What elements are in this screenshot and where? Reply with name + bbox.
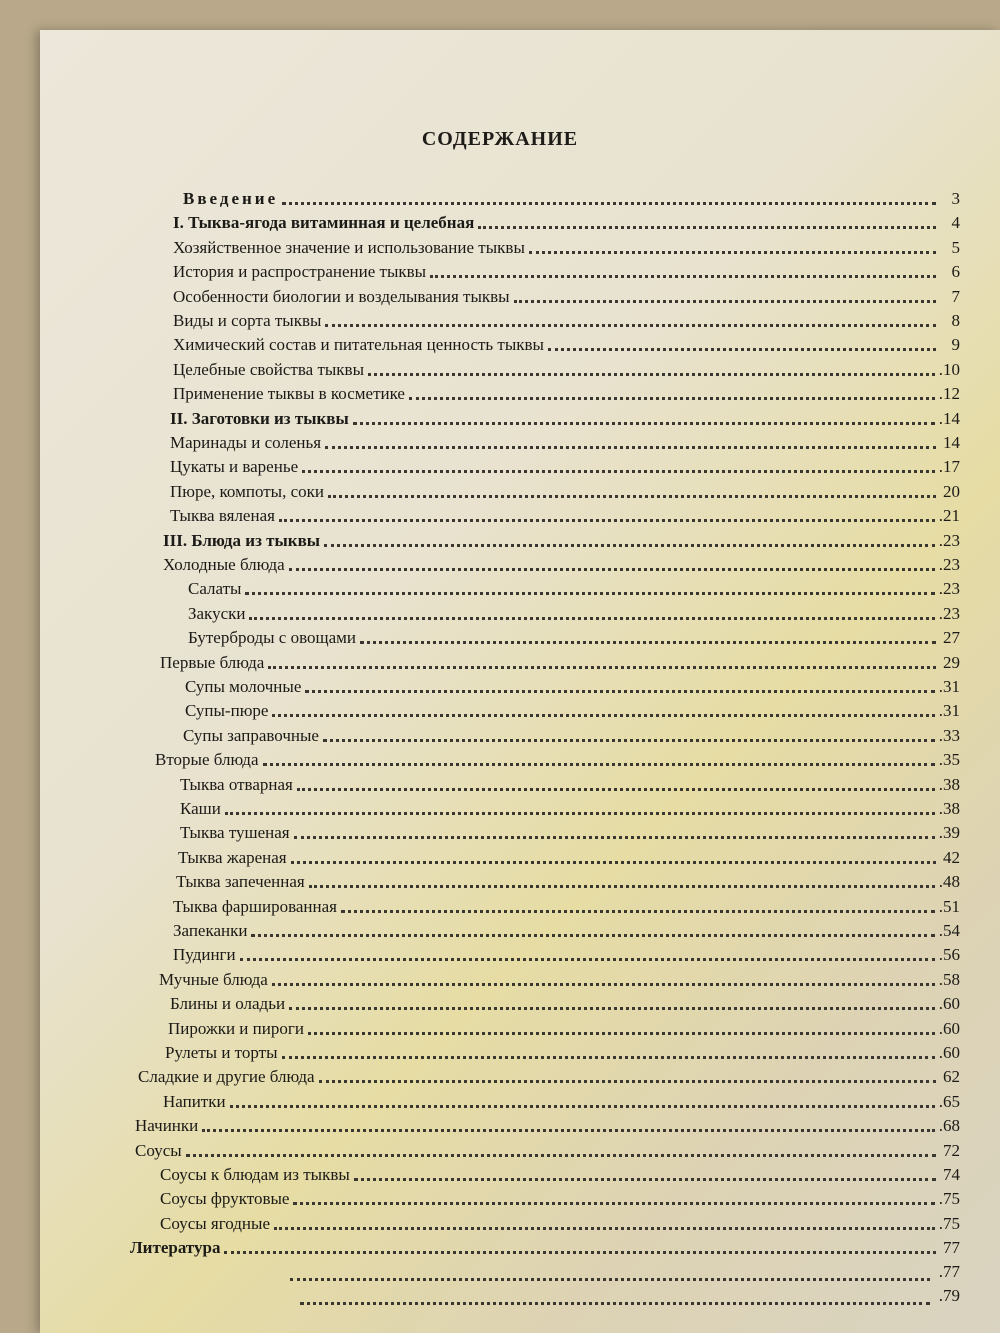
dot-leader [279, 519, 935, 522]
toc-entry [173, 944, 960, 966]
toc-entry [188, 603, 960, 625]
toc-entry [185, 700, 960, 722]
dot-leader [325, 446, 936, 449]
dot-leader [240, 958, 935, 961]
toc-entry [173, 334, 960, 356]
toc-entry-label: Целебные свойства тыквы [173, 359, 365, 379]
dot-leader [478, 226, 936, 229]
toc-entry [173, 359, 960, 381]
dot-leader [230, 1105, 935, 1108]
toc-entry-page: 4 [951, 213, 960, 233]
toc-entry-page: .60 [938, 1018, 960, 1038]
toc-entry-page: .68 [938, 1116, 960, 1136]
toc-trailing-page: .79 [938, 1286, 960, 1305]
dot-leader [353, 422, 935, 425]
toc-entry-page: .17 [938, 457, 960, 477]
toc-entry [163, 530, 960, 552]
dot-leader [289, 568, 935, 571]
dot-leader [225, 812, 935, 815]
toc-entry [135, 1115, 960, 1137]
toc-entry-label: Маринады и соленья [170, 433, 322, 452]
toc-entry [185, 676, 960, 698]
toc-entry-label: Химический состав и питательная ценность тыквы [173, 335, 544, 355]
page-title: СОДЕРЖАНИЕ [421, 128, 579, 150]
toc-entry [168, 1018, 960, 1040]
dot-leader [263, 763, 935, 766]
toc-entry-page: 3 [951, 189, 960, 208]
toc-entry [160, 652, 960, 674]
toc-entry-page: .75 [938, 1189, 960, 1209]
toc-entry [173, 261, 960, 283]
toc-entry-label: Рулеты и торты [165, 1043, 278, 1062]
toc-entry [138, 1066, 960, 1088]
dot-leader [323, 739, 935, 742]
dot-leader [282, 1056, 935, 1059]
toc-entry-page: 7 [951, 286, 960, 306]
toc-entry-page: .75 [938, 1213, 960, 1233]
toc-entry-label: Тыква тушеная [180, 823, 290, 843]
toc-entry-page: .12 [938, 384, 960, 404]
toc-entry-page: .65 [938, 1091, 960, 1111]
toc-entry-label: Пудинги [173, 945, 236, 965]
toc-entry-page: 6 [951, 262, 960, 282]
toc-entry-label: II. Заготовки из тыквы [170, 408, 349, 428]
toc-entry-label: Соусы [135, 1140, 182, 1160]
toc-entry-page: 62 [943, 1067, 960, 1087]
toc-entry [135, 1140, 960, 1162]
toc-entry [155, 749, 960, 771]
dot-leader [529, 251, 936, 254]
dot-leader [291, 861, 936, 864]
dot-leader [308, 1032, 935, 1035]
toc-entry [160, 1188, 960, 1210]
toc-entry [163, 554, 960, 576]
toc-entry-label: Каши [180, 799, 221, 818]
dot-leader [268, 666, 936, 669]
toc-entry-label: Супы молочные [185, 677, 302, 696]
toc-entry-page: 5 [951, 237, 960, 257]
toc-entry [180, 798, 960, 820]
toc-entry-label: Хозяйственное значение и использование тыквы [173, 237, 525, 257]
toc-entry-label: Соусы фруктовые [160, 1189, 290, 1209]
toc-entry [160, 1213, 960, 1235]
toc-entry-page: 74 [943, 1165, 960, 1184]
toc-entry [159, 969, 960, 991]
toc-entry-label: Первые блюда [160, 652, 265, 672]
toc-entry [170, 456, 960, 478]
dot-leader [202, 1129, 935, 1132]
dot-leader [272, 714, 934, 717]
toc-entry-page: 29 [943, 652, 960, 672]
toc-entry [173, 286, 960, 308]
toc-entry [188, 627, 960, 649]
dot-leader [328, 495, 936, 498]
toc-entry [180, 822, 960, 844]
dot-leader [324, 544, 935, 547]
toc-trailing-page: .77 [938, 1261, 960, 1281]
dot-leader [282, 202, 936, 205]
toc-entry-page: .33 [938, 725, 960, 745]
toc-entry [173, 212, 960, 234]
toc-entry [170, 481, 960, 503]
toc-entry-label: Бутерброды с овощами [188, 628, 356, 648]
toc-entry [183, 725, 960, 747]
toc-entry-label: Особенности биологии и возделывания тыквы [173, 286, 510, 306]
toc-entry-label: Салаты [188, 579, 242, 599]
toc-entry-label: Тыква вяленая [170, 506, 275, 526]
toc-entry-label: Блины и оладьи [170, 994, 286, 1014]
toc-entry-page: .23 [938, 530, 960, 550]
toc-entry [170, 993, 960, 1015]
dot-leader [294, 836, 935, 839]
toc-entry-label: Пирожки и пироги [168, 1018, 304, 1038]
toc-entry-page: .54 [938, 921, 960, 940]
toc-entry-page: .60 [938, 994, 960, 1014]
toc-entry-label: Применение тыквы в косметике [173, 384, 405, 404]
dot-leader [297, 788, 935, 791]
dot-leader [289, 1007, 935, 1010]
dot-leader [293, 1202, 934, 1205]
dot-leader [251, 934, 934, 937]
toc-entry-page: .23 [938, 579, 960, 599]
toc-entry-page: .31 [938, 677, 960, 696]
toc-entry-page: 14 [943, 433, 960, 452]
toc-entry-page: 27 [943, 628, 960, 648]
dot-leader [302, 470, 935, 473]
toc-entry [180, 774, 960, 796]
toc-entry-label: Супы заправочные [183, 725, 319, 745]
toc-entry-label: Тыква отварная [180, 774, 293, 794]
dot-leader [409, 397, 935, 400]
toc-entry-label: Запеканки [173, 921, 248, 940]
toc-entry [176, 871, 960, 893]
toc-entry [163, 1091, 960, 1113]
toc-entry-label: Начинки [135, 1116, 199, 1136]
dot-leader [309, 885, 935, 888]
toc-entry-page: .58 [938, 969, 960, 989]
toc-entry [188, 578, 960, 600]
toc-entry-label: Тыква жареная [178, 847, 287, 867]
toc-entry-label: Мучные блюда [159, 969, 268, 989]
toc-entry-page: .60 [938, 1043, 960, 1062]
toc-entry-label: Вторые блюда [155, 750, 259, 770]
toc-entry [160, 1164, 960, 1186]
toc-entry-label: Сладкие и другие блюда [138, 1067, 315, 1087]
toc-entry [173, 896, 960, 918]
toc-entry-page: .14 [938, 408, 960, 428]
toc-entry [173, 237, 960, 259]
toc-entry [173, 310, 960, 332]
toc-entry-label: Введение [183, 189, 279, 208]
toc-entry-page: .51 [938, 896, 960, 916]
dot-leader [548, 348, 936, 351]
toc-entry-label: Соусы ягодные [160, 1213, 271, 1233]
toc-entry-page: 20 [943, 481, 960, 501]
dot-leader [430, 275, 936, 278]
toc-entry-page: 77 [943, 1238, 960, 1258]
dot-leader [360, 641, 936, 644]
toc-entry-page: .56 [938, 945, 960, 965]
dot-leader [354, 1178, 936, 1181]
toc-entry-page: .10 [938, 359, 960, 379]
dot-leader [319, 1080, 936, 1083]
toc-entry-page: .21 [938, 506, 960, 526]
toc-entry-label: I. Тыква-ягода витаминная и целебная [173, 213, 475, 233]
toc-entry-page: 9 [951, 335, 960, 355]
dot-leader [305, 690, 934, 693]
toc-entry-label: Тыква фаршированная [173, 896, 337, 916]
dot-leader [186, 1154, 936, 1157]
toc-entry [178, 847, 960, 869]
toc-entry-page: .35 [938, 750, 960, 770]
toc-entry-page: 42 [943, 847, 960, 867]
toc-entry-page: .23 [938, 555, 960, 574]
dot-leader [272, 983, 935, 986]
dot-leader [300, 1302, 930, 1305]
dot-leader [325, 324, 936, 327]
toc-entry-label: Пюре, компоты, соки [170, 481, 324, 501]
toc-entry-label: Соусы к блюдам из тыквы [160, 1165, 350, 1184]
toc-entry-label: III. Блюда из тыквы [163, 530, 321, 550]
toc-entry [130, 1237, 960, 1259]
toc-entry [165, 1042, 960, 1064]
toc-entry-label: Виды и сорта тыквы [173, 311, 322, 330]
toc-entry-page: 72 [943, 1140, 960, 1160]
dot-leader [274, 1227, 935, 1230]
toc-entry [173, 383, 960, 405]
toc-entry-page: 8 [951, 311, 960, 330]
dot-leader [224, 1251, 936, 1254]
toc-entry [183, 188, 960, 210]
toc-entry-page: .39 [938, 823, 960, 843]
toc-entry-page: .23 [938, 603, 960, 623]
toc-entry-label: Холодные блюда [163, 555, 285, 574]
dot-leader [514, 300, 936, 303]
toc-entry-page: .48 [938, 872, 960, 892]
dot-leader [245, 592, 934, 595]
toc-entry [170, 408, 960, 430]
toc-entry-label: Супы-пюре [185, 701, 269, 721]
dot-leader [341, 910, 935, 913]
toc-entry-label: История и распространение тыквы [173, 262, 427, 282]
toc-entry [173, 920, 960, 942]
toc-entry [170, 432, 960, 454]
toc-entry [170, 505, 960, 527]
toc-entry-page: .31 [938, 701, 960, 721]
toc-entry-page: .38 [938, 799, 960, 818]
toc-entry-label: Тыква запеченная [176, 872, 305, 892]
toc-entry-label: Цукаты и варенье [170, 457, 299, 477]
toc-entry-label: Напитки [163, 1091, 226, 1111]
dot-leader [368, 373, 935, 376]
dot-leader [249, 617, 934, 620]
dot-leader [290, 1278, 930, 1281]
toc-entry-page: .38 [938, 774, 960, 794]
toc-entry-label: Литература [130, 1238, 221, 1258]
toc-entry-label: Закуски [188, 603, 246, 623]
